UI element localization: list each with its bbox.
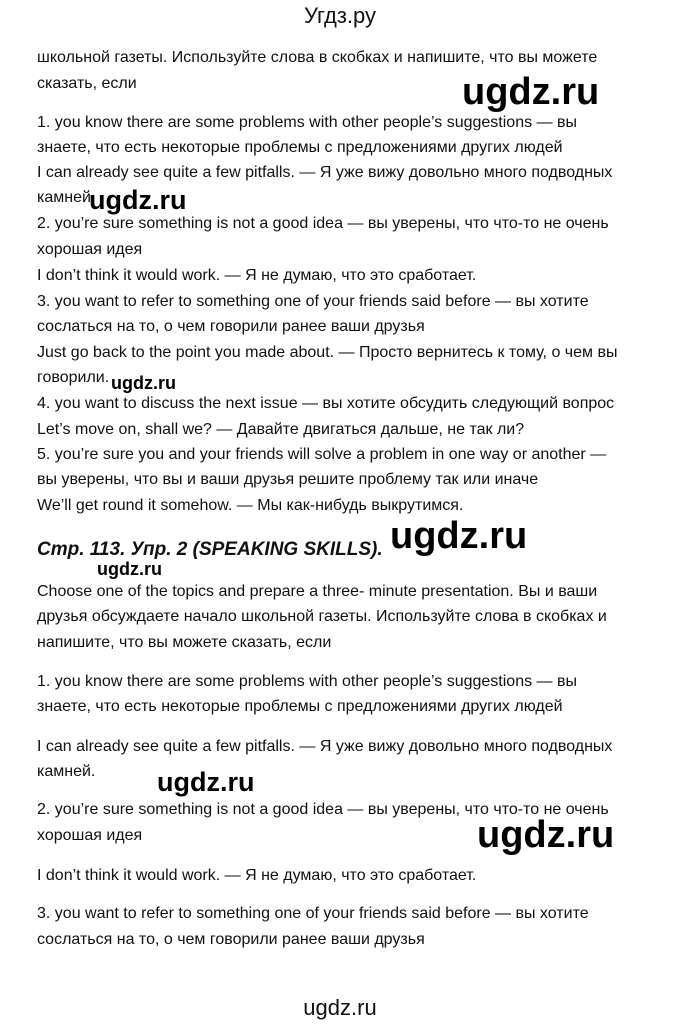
watermark-logo: ugdz.ru — [89, 185, 187, 215]
text-line: 3. you want to refer to something one of your friends said before — вы хотите — [37, 905, 589, 922]
text-line: друзья обсуждаете начало школьной газеты. Используйте слова в скобках и — [37, 608, 607, 625]
text-line: I can already see quite a few pitfalls. — Я уже вижу довольно много подводных — [37, 738, 613, 755]
text-line: 2. you’re sure something is not a good idea — вы уверены, что что-то не очень — [37, 215, 609, 232]
watermark-logo: ugdz.ru — [97, 559, 162, 579]
site-footer: ugdz.ru — [303, 995, 377, 1020]
text-line: 5. you’re sure you and your friends will solve a problem in one way or another — — [37, 446, 607, 463]
text-line: Let’s move on, shall we? — Давайте двигаться дальше, не так ли? — [37, 421, 525, 438]
text-line: камней. — [37, 189, 96, 206]
text-line: хорошая идея — [37, 241, 143, 258]
text-line: 2. you’re sure something is not a good idea — вы уверены, что что-то не очень — [37, 801, 609, 818]
text-line: знаете, что есть некоторые проблемы с предложениями других людей — [37, 698, 563, 715]
text-line: Just go back to the point you made about. — Просто вернитесь к тому, о чем вы — [37, 344, 618, 361]
watermark-logo: ugdz.ru — [477, 814, 615, 856]
text-line: говорили. — [37, 369, 110, 386]
watermark-logo: ugdz.ru — [157, 767, 255, 797]
watermark-logo: ugdz.ru — [462, 71, 600, 113]
text-line: Choose one of the topics and prepare a three- minute presentation. Вы и ваши — [37, 583, 598, 600]
section-heading: Стр. 113. Упр. 2 (SPEAKING SKILLS). — [37, 539, 383, 560]
watermark-logo: ugdz.ru — [390, 515, 528, 557]
text-line: I don’t think it would work. — Я не думаю, что это сработает. — [37, 867, 477, 884]
text-line: вы уверены, что вы и ваши друзья решите проблему так или иначе — [37, 471, 539, 488]
text-line: I can already see quite a few pitfalls. — Я уже вижу довольно много подводных — [37, 164, 613, 181]
text-line: I don’t think it would work. — Я не думаю, что это сработает. — [37, 267, 477, 284]
text-line: камней. — [37, 763, 96, 780]
text-line: школьной газеты. Используйте слова в скобках и напишите, что вы можете — [37, 49, 598, 66]
text-line: 3. you want to refer to something one of your friends said before — вы хотите — [37, 293, 589, 310]
text-line: 1. you know there are some problems with other people’s suggestions — вы — [37, 673, 577, 690]
text-line: 4. you want to discuss the next issue — вы хотите обсудить следующий вопрос — [37, 395, 615, 412]
text-line: напишите, что вы можете сказать, если — [37, 634, 332, 651]
text-line: сослаться на то, о чем говорили ранее ваши друзья — [37, 931, 425, 948]
text-line: We’ll get round it somehow. — Мы как-нибудь выкрутимся. — [37, 497, 464, 514]
site-header: Угдз.ру — [303, 3, 377, 28]
text-line: знаете, что есть некоторые проблемы с предложениями других людей — [37, 139, 563, 156]
watermark-logo: ugdz.ru — [111, 373, 176, 393]
text-line: сказать, если — [37, 75, 137, 92]
text-line: 1. you know there are some problems with other people’s suggestions — вы — [37, 114, 577, 131]
text-line: хорошая идея — [37, 827, 143, 844]
text-line: сослаться на то, о чем говорили ранее ваши друзья — [37, 318, 425, 335]
